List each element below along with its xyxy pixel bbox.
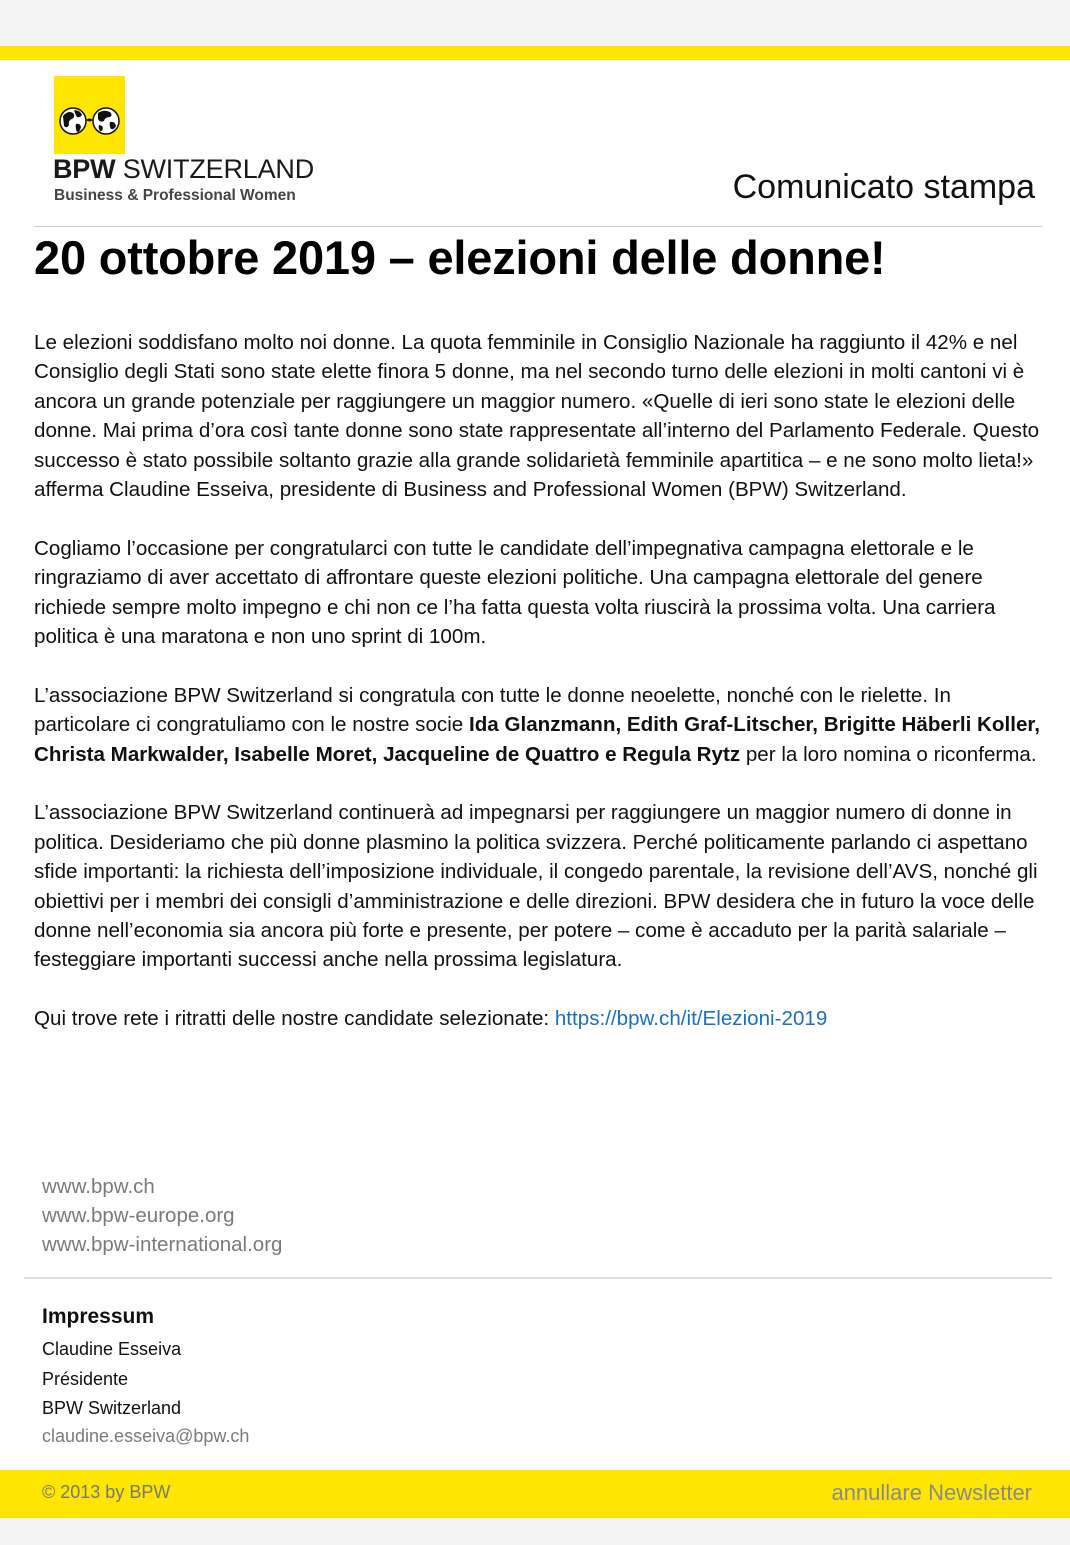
impressum-title: Impressum — [42, 1305, 155, 1328]
copyright: © 2013 by BPW — [42, 1482, 171, 1502]
impressum-role: Présidente — [42, 1368, 129, 1389]
footer-divider — [24, 1277, 1052, 1279]
paragraph-4: L’associazione BPW Switzerland continuerà ad impegnarsi per raggiungere un maggior numero di donne in politica. Desideriamo che più donne plasmino la politica svizzera. Perché politicamente parlando ci aspettano sfide importanti: la richiesta dell’imposizione individuale, il congedo parentale, la revisione dell’AVS, nonché gli obiettivi per i membri dei consigli d’amministrazione e delle direzioni. BPW desidera che in futuro la voce delle donne nell’economia sia ancora più forte e presente, per potere – come è accaduto per la parità salariale – festeggiare importanti successi anche nella prossima legislatura. — [34, 801, 1038, 972]
link-bpw-ch[interactable]: www.bpw.ch — [42, 1175, 155, 1198]
paragraph-3: L’associazione BPW Switzerland si congratula con tutte le donne neoelette, nonché con le rielette. In particolare ci congratuliamo con le nostre socie Ida Glanzmann, Edith Graf-Litscher, Brigitte Häberli Koller, Christa Markwalder, Isabelle Moret, Jacqueline de Quattro e Regula Rytz per la loro nomina o riconferma. — [34, 683, 1040, 766]
headline: 20 ottobre 2019 – elezioni delle donne! — [34, 231, 886, 284]
unsubscribe-link[interactable]: annullare Newsletter — [831, 1480, 1032, 1505]
impressum-email[interactable]: claudine.esseiva@bpw.ch — [42, 1425, 250, 1446]
impressum-name: Claudine Esseiva — [42, 1339, 182, 1359]
top-margin — [0, 0, 1070, 46]
paragraph-1: Le elezioni soddisfano molto noi donne. La quota femminile in Consiglio Nazionale ha raggiunto il 42% e nel Consiglio degli Stati sono state elette finora 5 donne, ma nel secondo turno delle elezioni in molti cantoni vi è ancora un grande potenziale per raggiungere un maggior numero. «Quelle di ieri sono state le elezioni delle donne. Mai prima d’ora così tante donne sono state rappresentate all’interno del Parlamento Federale. Questo successo è stato possibile soltanto grazie alla grande solidarietà femminile apartitica – e ne sono molto lieta!» afferma Claudine Esseiva, presidente di Business and Professional Women (BPW) Switzerland. — [34, 331, 1040, 502]
press-release-label: Comunicato stampa — [732, 168, 1035, 206]
header-divider — [34, 226, 1042, 227]
bottom-margin — [0, 1518, 1070, 1545]
member-names: Ida Glanzmann, Edith Graf-Litscher, Brigitte Häberli Koller, Christa Markwalder, Isabelle Moret, Jacqueline de Quattro e Regula Rytz — [34, 713, 1040, 766]
footer-links — [42, 1172, 282, 1259]
bpw-logo — [54, 76, 125, 154]
article-body — [34, 328, 1046, 1063]
candidates-link[interactable]: https://bpw.ch/it/Elezioni-2019 — [554, 1007, 828, 1031]
top-yellow-bar — [0, 46, 1070, 60]
link-bpw-europe[interactable]: www.bpw-europe.org — [42, 1204, 235, 1227]
impressum — [42, 1305, 249, 1448]
link-bpw-international[interactable]: www.bpw-international.org — [42, 1233, 283, 1256]
globe-logo-icon — [54, 76, 125, 154]
logo-wordmark: BPW SWITZERLAND — [53, 154, 315, 184]
impressum-org: BPW Switzerland — [42, 1398, 182, 1418]
paragraph-5: Qui trove rete i ritratti delle nostre candidate selezionate: https://bpw.ch/it/Elezioni-2019 — [34, 1007, 828, 1031]
logo-subtitle: Business & Professional Women — [54, 187, 296, 204]
paragraph-2: Cogliamo l’occasione per congratularci con tutte le candidate dell’impegnativa campagna elettorale e le ringraziamo di aver accettato di affrontare queste elezioni politiche. Una campagna elettorale del genere richiede sempre molto impegno e chi non ce l’ha fatta questa volta riuscirà la prossima volta. Una carriera politica è una maratona e non uno sprint di 100m. — [34, 536, 996, 649]
